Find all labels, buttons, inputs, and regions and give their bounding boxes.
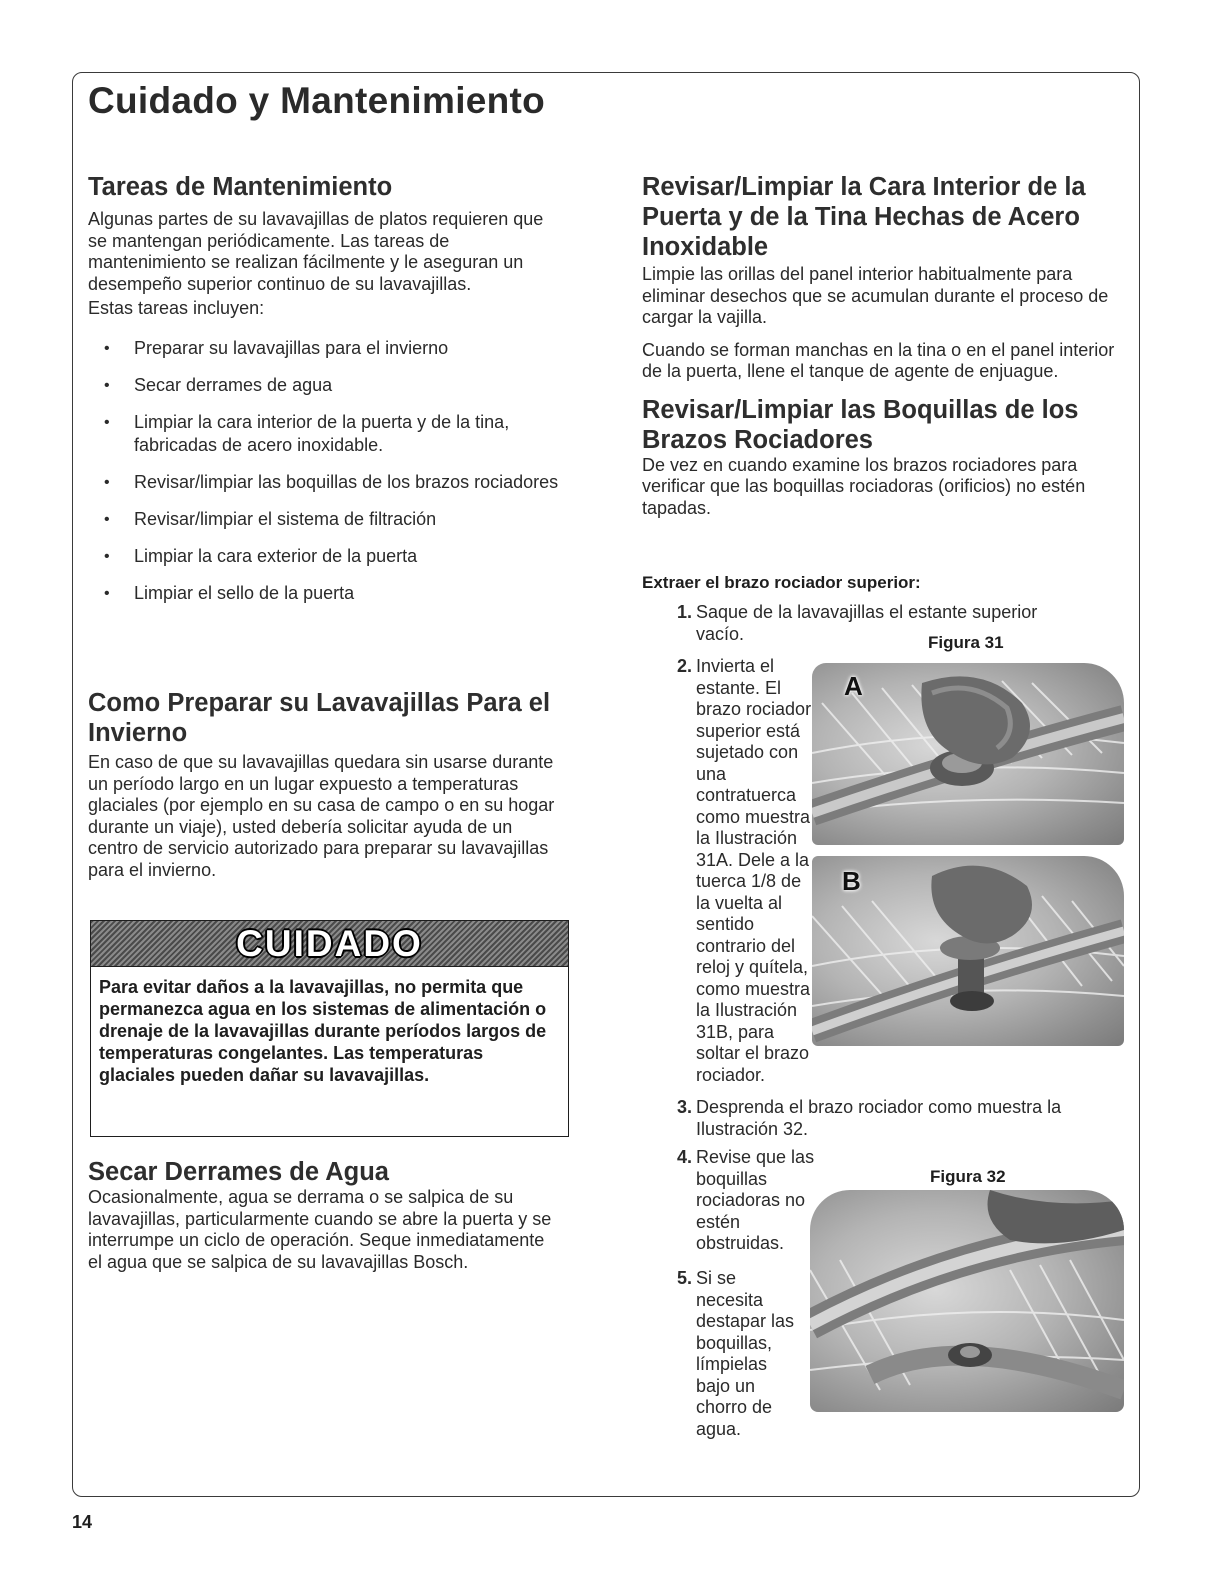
- step-1: [676, 602, 1086, 645]
- boquillas-heading: Revisar/Limpiar las Boquillas de los Brazos Rociadores: [642, 395, 1079, 454]
- list-item: • Limpiar el sello de la puerta: [88, 582, 563, 605]
- figure-32-photo: [810, 1190, 1124, 1412]
- step-number: 2.: [676, 656, 692, 676]
- invierno-section: [88, 688, 563, 881]
- figure-31b-photo: [812, 856, 1124, 1046]
- step-number: 1.: [676, 602, 692, 622]
- left-column: [88, 172, 563, 619]
- figure-31a-photo: [812, 663, 1124, 845]
- rack-photo-illustration: [810, 1190, 1124, 1412]
- step-text: Desprenda el brazo rociador como muestra la Ilustración 32.: [696, 1097, 1062, 1139]
- figure-31-label: Figura 31: [928, 633, 1004, 652]
- tareas-heading: Tareas de Mantenimiento: [88, 173, 393, 201]
- invierno-heading: Como Preparar su Lavavajillas Para el Invierno: [88, 689, 551, 747]
- list-item: • Limpiar la cara exterior de la puerta: [88, 545, 563, 568]
- cara-p1: Limpie las orillas del panel interior habitualmente para eliminar desechos que se acumulan durante el proceso de cargar la vajilla.: [642, 264, 1109, 327]
- secar-text: Ocasionalmente, agua se derrama o se salpica de su lavavajillas, particularmente cuando se abre la puerta y se interrumpe un ciclo de operación. Seque inmediatamente el agua que se salpica de su lavavajillas Bosch.: [88, 1187, 552, 1272]
- step-4: [676, 1147, 816, 1255]
- figure-31a-letter: A: [844, 671, 863, 701]
- list-item: • Limpiar la cara interior de la puerta y de la tina, fabricadas de acero inoxidable.: [88, 411, 563, 457]
- cara-heading: Revisar/Limpiar la Cara Interior de la Puerta y de la Tina Hechas de Acero Inoxidable: [642, 173, 1086, 261]
- step-3: [676, 1097, 1116, 1140]
- secar-heading: Secar Derrames de Agua: [88, 1158, 389, 1186]
- list-item: • Secar derrames de agua: [88, 374, 563, 397]
- invierno-text: En caso de que su lavavajillas quedara sin usarse durante un período largo en un lugar expuesto a temperaturas glaciales (por ejemplo en su casa de campo o en su hogar durante un viaje), usted debería solicitar ayuda de un centro de servicio autorizado para preparar su lavavajillas para el invierno.: [88, 752, 555, 880]
- list-item: • Revisar/limpiar el sistema de filtración: [88, 508, 563, 531]
- step-number: 3.: [676, 1097, 692, 1117]
- boquillas-text: De vez en cuando examine los brazos rociadores para verificar que las boquillas rociadoras (orificios) no estén tapadas.: [642, 454, 1086, 518]
- caution-text: Para evitar daños a la lavavajillas, no permita que permanezca agua en los sistemas de alimentación o drenaje de la lavavajillas durante períodos largos de temperaturas congelantes. Las temperaturas glaciales pueden dañar su lavavajillas.: [99, 977, 547, 1085]
- right-column: [642, 172, 1132, 519]
- cara-p2: Cuando se forman manchas en la tina o en el panel interior de la puerta, llene el tanque de agente de enjuague.: [642, 339, 1115, 381]
- step-2: [676, 656, 820, 1086]
- step-5: [676, 1268, 806, 1440]
- step-text: Invierta el estante. El brazo rociador superior está sujetado con una contratuerca como muestra la Ilustración 31A. Dele a la tuerca 1/8 de la vuelta al sentido contrario del reloj y quítela, como muestra la Ilustración 31B, para soltar el brazo rociador.: [696, 656, 812, 1085]
- caution-box: [90, 920, 569, 1137]
- extraer-heading: Extraer el brazo rociador superior:: [642, 573, 921, 592]
- tareas-list: [88, 337, 563, 605]
- figure-32-label: Figura 32: [930, 1167, 1006, 1186]
- caution-banner: [91, 921, 568, 967]
- figure-31b-letter: B: [842, 866, 861, 896]
- step-text: Saque de la lavavajillas el estante superior vacío.: [696, 602, 1038, 644]
- step-text: Si se necesita destapar las boquillas, límpielas bajo un chorro de agua.: [696, 1268, 795, 1439]
- step-number: 4.: [676, 1147, 692, 1167]
- step-text: Revise que las boquillas rociadoras no estén obstruidas.: [696, 1147, 815, 1253]
- step-number: 5.: [676, 1268, 692, 1288]
- secar-section: [88, 1157, 563, 1273]
- list-item: • Preparar su lavavajillas para el invierno: [88, 337, 563, 360]
- list-item: • Revisar/limpiar las boquillas de los brazos rociadores: [88, 471, 563, 494]
- caution-title: CUIDADO: [236, 922, 423, 964]
- page-title: Cuidado y Mantenimiento: [88, 80, 546, 121]
- tareas-lead: Estas tareas incluyen:: [88, 298, 265, 318]
- page-number: 14: [72, 1512, 93, 1532]
- tareas-intro: Algunas partes de su lavavajillas de platos requieren que se mantengan periódicamente. Las tareas de mantenimiento se realizan fácilmente y le aseguran un desempeño superior continuo de su lavavajillas.: [88, 209, 544, 294]
